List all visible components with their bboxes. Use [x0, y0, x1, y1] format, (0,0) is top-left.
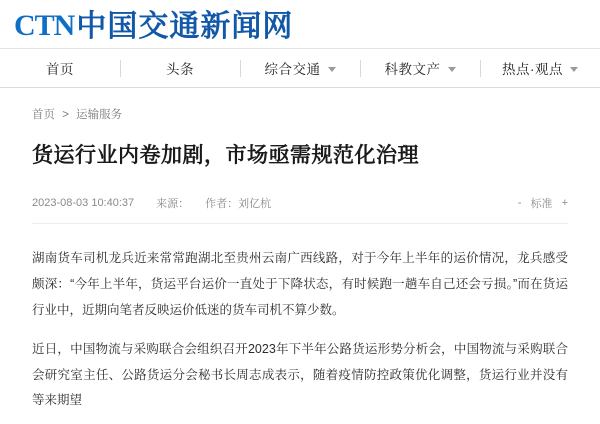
article-paragraph: 湖南货车司机龙兵近来常常跑湖北至贵州云南广西线路，对于今年上半年的运价情况，龙兵感受颇深：“今年上半年，货运平台运价一直处于下降状态，有时候跑一趟车自己还会亏损。”而在货运行业中，近期向笔者反映运价低迷的货车司机不算少数。: [32, 251, 568, 317]
nav-item-science-education[interactable]: [360, 49, 480, 87]
article-author: 作者：刘亿杭: [205, 198, 272, 211]
breadcrumb-separator: >: [62, 109, 69, 121]
article-title: 货运行业内卷加剧，市场亟需规范化治理: [32, 144, 419, 167]
breadcrumb-home-link[interactable]: 首页: [32, 109, 55, 121]
chevron-down-icon: [328, 67, 336, 72]
nav-item-home[interactable]: [0, 49, 120, 87]
nav-item-hotspot-viewpoint[interactable]: [480, 49, 600, 87]
fontsize-standard-button[interactable]: 标准: [530, 198, 553, 211]
main-navigation: [0, 48, 600, 88]
fontsize-increase-button[interactable]: +: [561, 197, 568, 210]
fontsize-controls: [518, 195, 568, 211]
nav-item-comprehensive-transport[interactable]: [240, 49, 360, 87]
breadcrumb-current[interactable]: 运输服务: [76, 109, 123, 121]
nav-item-label: 科教文产: [384, 62, 441, 77]
site-logo-latin[interactable]: CTN: [14, 9, 75, 42]
fontsize-decrease-button[interactable]: -: [517, 197, 522, 210]
breadcrumb: [32, 106, 568, 122]
site-logo-chinese[interactable]: 中国交通新闻网: [76, 10, 294, 43]
chevron-down-icon: [570, 67, 578, 72]
nav-item-toutiao[interactable]: [120, 49, 240, 87]
article-body: [32, 246, 568, 414]
chevron-down-icon: [448, 67, 456, 72]
article-datetime: 2023-08-03 10:40:37: [32, 197, 135, 210]
article-source-label: 来源：: [156, 198, 190, 211]
nav-item-label: 首页: [46, 62, 74, 77]
content-area: [0, 106, 600, 414]
nav-item-label: 热点·观点: [502, 62, 563, 77]
article-meta: [32, 195, 568, 224]
nav-item-label: 综合交通: [264, 62, 321, 77]
article-paragraph: 近日，中国物流与采购联合会组织召开2023年下半年公路货运形势分析会，中国物流与采购联合会研究室主任、公路货运分会秘书长周志成表示，随着疫情防控政策优化调整，货运行业并没有等来期望: [32, 342, 568, 408]
site-masthead: [0, 0, 600, 48]
nav-item-label: 头条: [166, 62, 194, 77]
